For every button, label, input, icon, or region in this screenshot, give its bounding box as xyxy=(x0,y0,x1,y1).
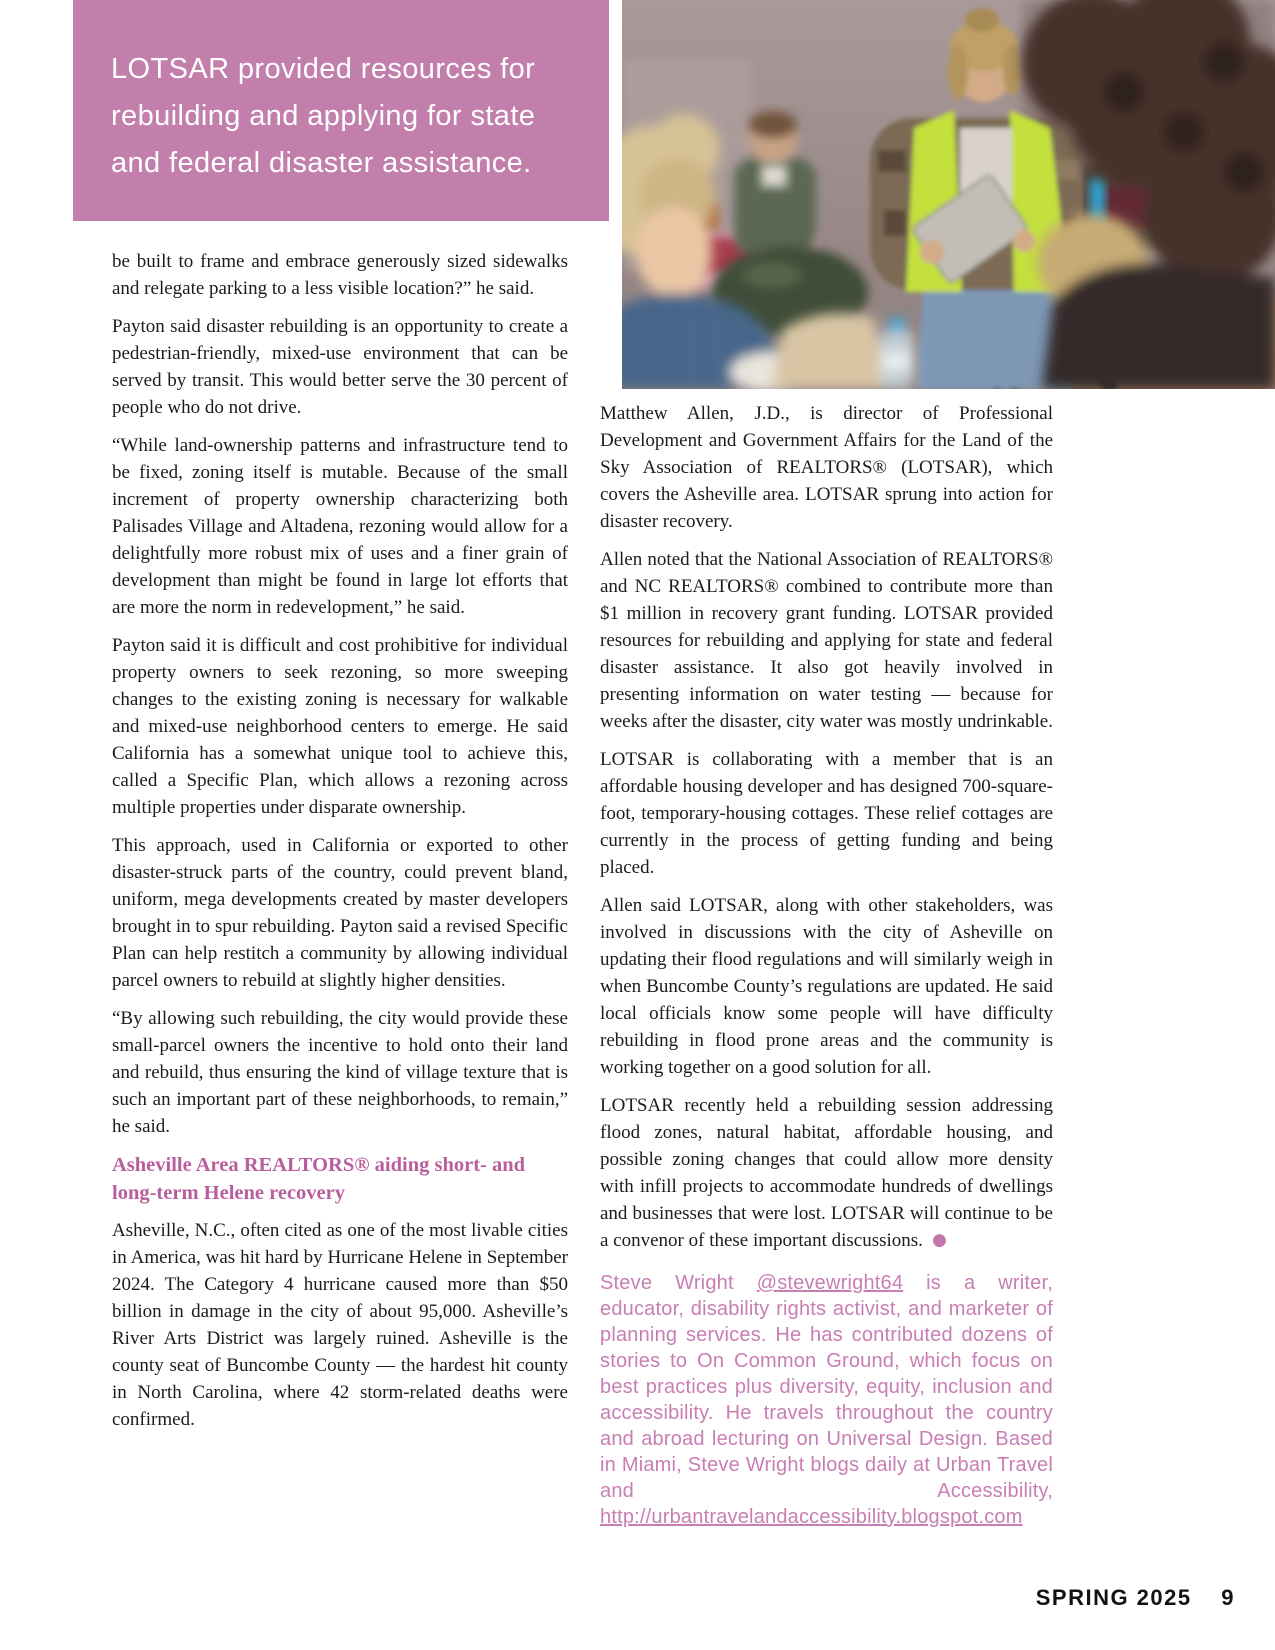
page-footer xyxy=(1036,1585,1235,1611)
body-paragraph: Asheville, N.C., often cited as one of the most livable cities in America, was hit hard by Hurricane Helene in September 2024. The Category 4 hurricane caused more than $50 billion in damage in the city of about 95,000. Asheville’s River Arts District was largely ruined. Asheville is the county seat of Buncombe County — the hardest hit county in North Carolina, where 42 storm-related deaths were confirmed. xyxy=(112,1220,568,1430)
end-of-article-dot: ● xyxy=(931,1230,947,1250)
body-paragraph: LOTSAR is collaborating with a member that is an affordable housing developer and has designed 700-square-foot, temporary-housing cottages. These relief cottages are currently in the process of getting funding and being placed. xyxy=(600,749,1053,878)
author-handle-link[interactable]: @stevewright64 xyxy=(756,1272,904,1294)
pull-quote-box xyxy=(73,0,609,221)
relief-shelter-photo xyxy=(622,0,1275,389)
body-paragraph: Allen said LOTSAR, along with other stakeholders, was involved in discussions with the city of Asheville on updating their flood regulations and will similarly weigh in when Buncombe County’s regulations are updated. He said local officials know some people will have difficulty rebuilding in flood prone areas and the community is working together on a good solution for all. xyxy=(600,895,1053,1078)
page-number: 9 xyxy=(1221,1585,1235,1610)
body-paragraph: “While land-ownership patterns and infrastructure tend to be fixed, zoning itself is mutable. Because of the small increment of property ownership characterizing both Palisades Village and Altadena, rezoning would allow for a delightfully more robust mix of uses and a finer grain of development than might be found in large lot efforts that are more the norm in redevelopment,” he said. xyxy=(112,435,568,618)
body-paragraph: This approach, used in California or exported to other disaster-struck parts of the country, could prevent bland, uniform, mega developments created by master developers brought in to spur rebuilding. Payton said a revised Specific Plan can help restitch a community by allowing individual parcel owners to rebuild at slightly higher densities. xyxy=(112,835,568,991)
photo-illustration xyxy=(622,0,1275,389)
author-bio xyxy=(600,1270,1053,1530)
body-paragraph: be built to frame and embrace generously sized sidewalks and relegate parking to a less visible location?” he said. xyxy=(112,251,568,299)
bio-text: Steve Wright xyxy=(600,1272,757,1294)
body-paragraph: Allen noted that the National Association of REALTORS® and NC REALTORS® combined to contribute more than $1 million in recovery grant funding. LOTSAR provided resources for rebuilding and applying for state and federal disaster assistance. It also got heavily involved in presenting information on water testing — because for weeks after the disaster, city water was mostly undrinkable. xyxy=(600,549,1053,732)
right-column xyxy=(600,400,1053,1530)
bio-text: is a writer, educator, disability rights activist, and marketer of planning services. He has contributed dozens of stories to On Common Ground, which focus on best practices plus diversity, equity, inclusion and accessibility. He travels throughout the country and abroad lecturing on Universal Design. Based in Miami, Steve Wright blogs daily at Urban Travel and Accessibility, xyxy=(600,1272,1053,1502)
left-column xyxy=(112,248,568,1444)
body-paragraph xyxy=(600,1092,1053,1254)
section-heading: Asheville Area REALTORS® aiding short- and long-term Helene recovery xyxy=(112,1154,526,1204)
pull-quote-text: LOTSAR provided resources for rebuilding and applying for state and federal disaster assistance. xyxy=(111,53,536,179)
author-blog-link[interactable]: http://urbantravelandaccessibility.blogspot.com xyxy=(600,1506,1023,1528)
issue-date: SPRING 2025 xyxy=(1035,1585,1192,1610)
body-paragraph: Matthew Allen, J.D., is director of Professional Development and Government Affairs for the Land of the Sky Association of REALTORS® (LOTSAR), which covers the Asheville area. LOTSAR sprung into action for disaster recovery. xyxy=(600,403,1053,532)
body-paragraph: Payton said it is difficult and cost prohibitive for individual property owners to seek rezoning, so more sweeping changes to the existing zoning is necessary for walkable and mixed-use neighborhood centers to emerge. He said California has a somewhat unique tool to achieve this, called a Specific Plan, which allows a rezoning across multiple properties under disparate ownership. xyxy=(112,635,568,818)
body-paragraph: Payton said disaster rebuilding is an opportunity to create a pedestrian-friendly, mixed-use environment that can be served by transit. This would better serve the 30 percent of people who do not drive. xyxy=(112,316,568,418)
body-paragraph: “By allowing such rebuilding, the city would provide these small-parcel owners the incentive to hold onto their land and rebuild, thus ensuring the kind of village texture that is such an important part of these neighborhoods, to remain,” he said. xyxy=(112,1008,568,1137)
body-text: LOTSAR recently held a rebuilding session addressing flood zones, natural habitat, affordable housing, and possible zoning changes that could allow more density with infill projects to accommodate hundreds of dwellings and businesses that were lost. LOTSAR will continue to be a convenor of these important discussions. xyxy=(600,1095,1053,1251)
